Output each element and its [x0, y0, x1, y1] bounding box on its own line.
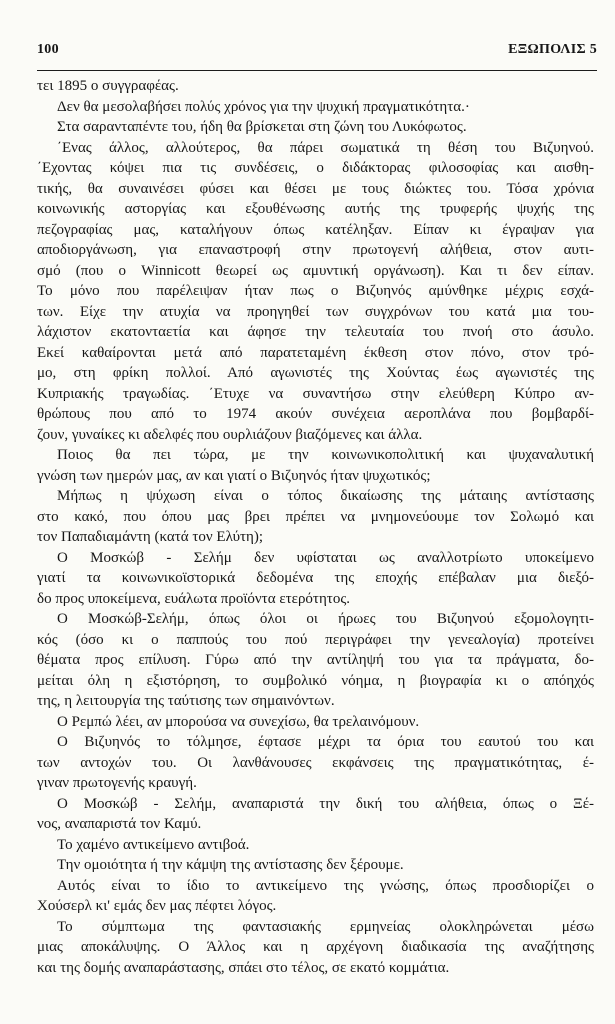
- text-line: Δεν θα μεσολαβήσει πολύς χρόνος για την ψυχική πραγματικότητα.·: [57, 98, 470, 115]
- text-line: τον Παπαδιαμάντη (κατά τον Ελύτη);: [37, 529, 264, 545]
- text-line: ΄Ενας άλλος, αλλούτερος, θα πάρει σωματικά τη θέση του Βιζυηνού.: [57, 139, 594, 156]
- page-number: 100: [37, 42, 59, 57]
- text-line: ΄Εχοντας κόψει πια τις συνδέσεις, ο διδάκτορας φιλοσοφίας και αισθη-: [37, 160, 594, 176]
- text-line: λάχιστον εκατονταετία και άφησε την τελευταία του πνοή στο άσυλο.: [37, 324, 594, 340]
- running-title: ΕΞΩΠΟΛΙΣ 5: [508, 42, 597, 57]
- header-rule: [37, 70, 597, 71]
- text-line: Το μόνο που παρέλειψαν ήταν πως ο Βιζυηνός αμύνθηκε μέχρις εσχά-: [37, 283, 594, 299]
- text-line: των αντοχών του. Οι λανθάνουσες εκφάνσεις της πραγματικότητας, έ-: [37, 754, 594, 771]
- text-line: Ο Μοσκώβ - Σελήμ, αναπαριστά την δική του αλήθεια, όπως ο Ξέ-: [57, 795, 594, 812]
- text-line: θρώπους που από το 1974 ακούν συνέχεια αεροπλάνα που βομβαρδί-: [37, 406, 594, 422]
- text-line: Ο Μοσκώβ - Σελήμ δεν υφίσταται ως αναλλοτρίωτο υποκείμενο: [57, 549, 594, 566]
- text-line: μο, στη φρίκη πολλοί. Από αγωνιστές της Χούντας έως αγωνιστές της: [37, 365, 594, 381]
- text-line: Χούσερλ κι' εμάς δεν μας πέφτει λόγος.: [37, 898, 277, 914]
- text-line: Στα σαρανταπέντε του, ήδη θα βρίσκεται στη ζώνη του Λυκόφωτος.: [57, 119, 467, 135]
- text-line: Μήπως η ψύχωση είναι ο τόπος δικαίωσης της μάταιης αντίστασης: [57, 488, 594, 504]
- text-line: και της δομής αναπαράστασης, σπάει στο τέλος, σε εκατό κομμάτια.: [37, 959, 450, 976]
- text-line: Ο Ρεμπώ λέει, αν μπορούσα να συνεχίσω, θα τρελαινόμουν.: [57, 713, 420, 730]
- text-line: Ο Βιζυηνός το τόλμησε, έφτασε μέχρι τα όρια του εαυτού του και: [57, 734, 594, 750]
- text-line: μείται όλη η εξιστόρηση, το συμβολικό νόημα, η βιογραφία κι ο απόηχός: [37, 672, 594, 689]
- text-line: Ο Μοσκώβ-Σελήμ, όπως όλοι οι ήρωες του Βιζυηνού εξομολογητι-: [57, 611, 594, 627]
- text-line: δο προς υποκείμενα, ευάλωτα προϊόντα ετερότητος.: [37, 590, 351, 607]
- text-line: γιναν πρωτογενής κραυγή.: [37, 775, 197, 791]
- text-line: της, η λειτουργία της ταύτισης των σημαινόντων.: [37, 693, 335, 709]
- text-line: κός (όσο κι ο παππούς του πού περιγράφει την γενεαλογία) προτείνει: [37, 631, 594, 648]
- text-line: Την ομοιότητα ή την κάμψη της αντίστασης δεν ξέρουμε.: [57, 857, 404, 873]
- text-line: των. Είχε την ατυχία να προηγηθεί των συγχρόνων του κατά μια του-: [37, 303, 594, 320]
- text-line: Το χαμένο αντικείμενο αντιβοά.: [57, 836, 250, 853]
- text-line: θέματα προς επίλυση. Γύρω από την αντίληψή του για τα πράγματα, δο-: [37, 652, 594, 668]
- body-text: [37, 76, 594, 978]
- text-line: τικής, θα συναινέσει φύσει και θέσει με τους διώκτες του. Τόσα χρόνια: [37, 180, 594, 197]
- text-line: κοινωνικής αστοργίας και εξουθένωσης αυτής της τρυφερής ψυχής της: [37, 201, 594, 217]
- text-line: Κυπριακής τραγωδίας. ΄Ετυχε να συναντήσω στην ελεύθερη Κύπρο αν-: [37, 385, 594, 402]
- page-header: [37, 42, 597, 68]
- text-line: στο κακό, που όπου μας βρει πρέπει να μνημονεύουμε τον Σολωμό και: [37, 508, 594, 525]
- text-line: Αυτός είναι το ίδιο το αντικείμενο της γνώσης, όπως προσδιορίζει ο: [57, 877, 594, 894]
- text-line: γνώση των ημερών μας, αν και γιατί ο Βιζυηνός ήταν ψυχωτικός;: [37, 467, 431, 484]
- text-line: πεζογραφίας μας, καταλήγουν όπως κατέληξαν. Είπαν κι έγραψαν για: [37, 221, 594, 238]
- text-line: νος, αναπαριστά τον Καμύ.: [37, 816, 202, 832]
- text-line: τει 1895 ο συγγραφέας.: [37, 78, 179, 94]
- text-line: μιας αποκάλυψης. Ο Άλλος και η αρχέγονη διαδικασία της αναζήτησης: [37, 939, 594, 955]
- text-line: Το σύμπτωμα της φαντασιακής ερμηνείας ολοκληρώνεται μέσω: [57, 918, 594, 935]
- text-line: ζουν, γυναίκες κι αδελφές που ουρλιάζουν βιαζόμενες και άλλα.: [37, 426, 423, 443]
- text-line: Εκεί καθαίρονται μετά από παρατεταμένη έκθεση στον πόνο, στον τρό-: [37, 344, 594, 361]
- text-line: αποδιοργάνωση, για επαναστροφή στην πρωτογενή αλήθεια, στον αυτι-: [37, 242, 594, 258]
- text-line: γιατί τα κοινωνικοϊστορικά δεδομένα της εποχής επέβαλαν μια διεξό-: [37, 570, 594, 586]
- text-line: Ποιος θα πει τώρα, με την κοινωνικοπολιτική και ψυχαναλυτική: [57, 447, 594, 463]
- text-line: σμό (που ο Winnicott θεωρεί ως αμυντική οργάνωση). Και τι δεν είπαν.: [37, 262, 594, 279]
